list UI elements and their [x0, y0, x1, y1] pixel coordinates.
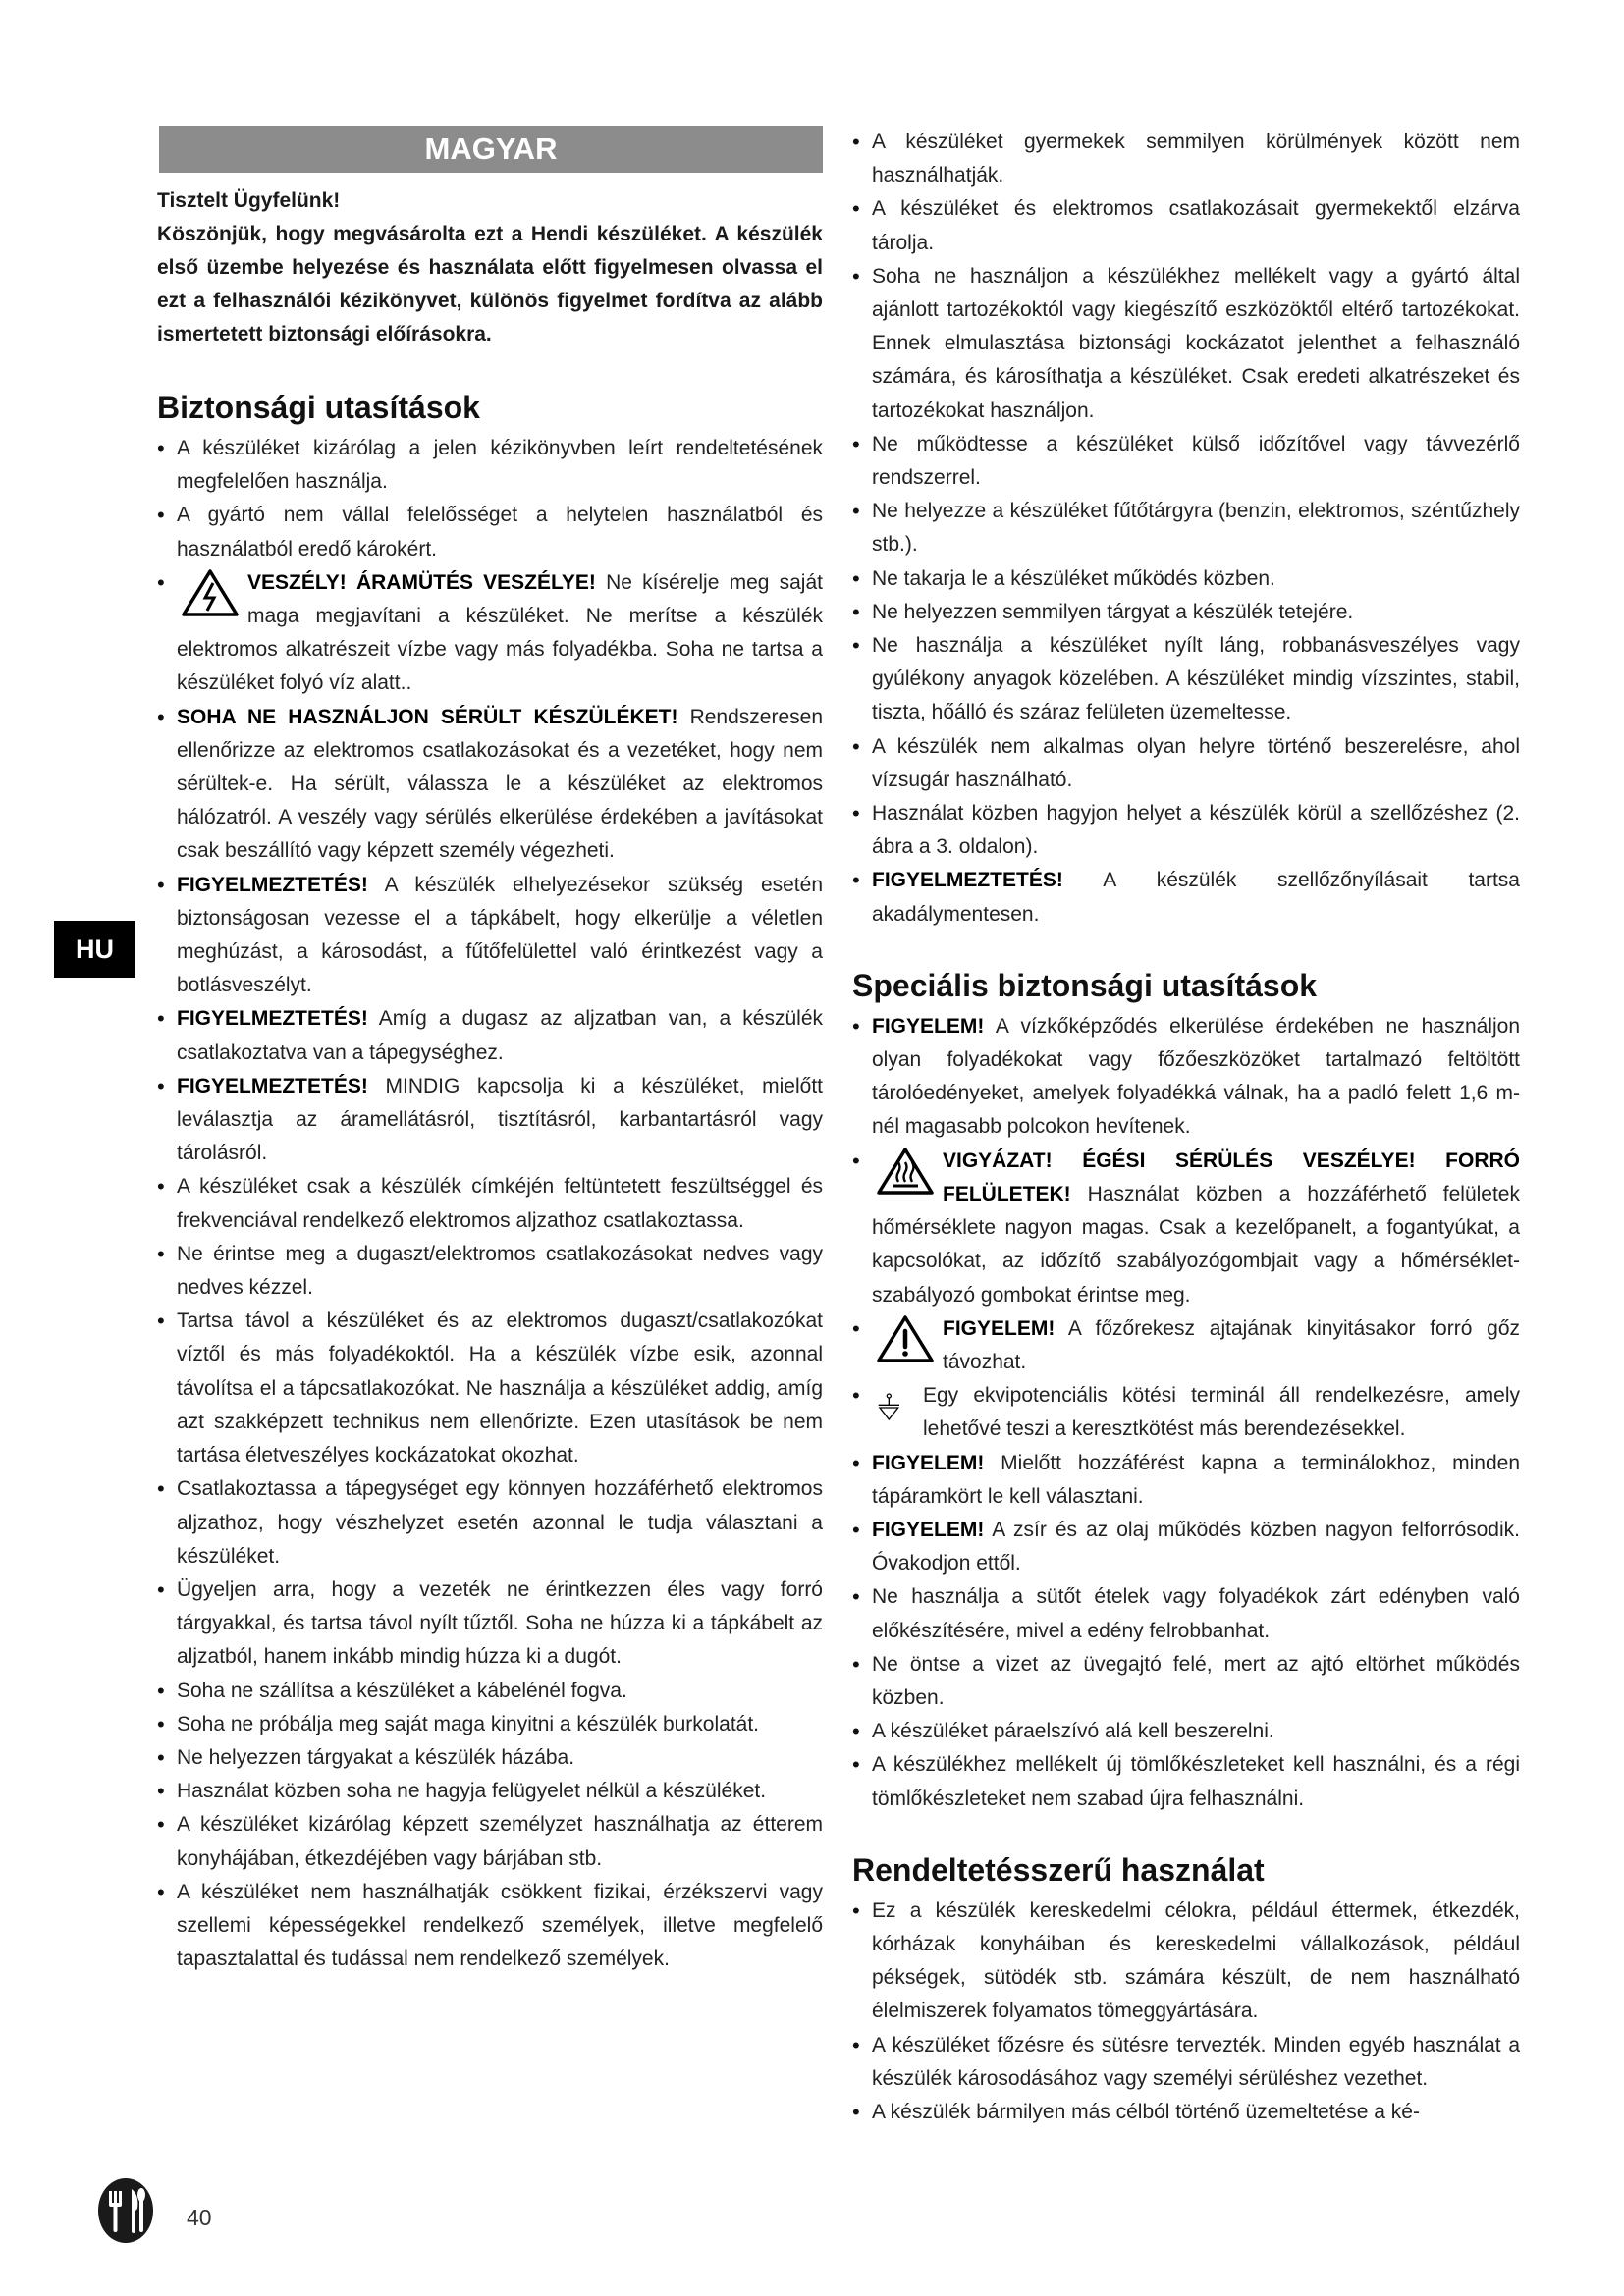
- list-item: • Használat közben soha ne hagyja felügyelet nélkül a készüléket.: [157, 1775, 823, 1808]
- list-item: • Soha ne próbálja meg saját maga kinyitni a készülék burkolatát.: [157, 1708, 823, 1741]
- list-item: • Használat közben hagyjon helyet a készülék körül a szellőzéshez (2. ábra a 3. oldalon).: [852, 797, 1520, 864]
- list-item: • FIGYELEM! Mielőtt hozzáférést kapna a terminálokhoz, minden tápáramkört le kell választani.: [852, 1447, 1520, 1514]
- special-safety-title: Speciális biztonsági utasítások: [852, 967, 1318, 1003]
- list-item: • A készülékhez mellékelt új tömlőkészleteket kell használni, és a régi tömlőkészleteket nem szabad újra felhasználni.: [852, 1748, 1520, 1815]
- list-item: • A készüléket csak a készülék címkéjén feltüntetett feszültséggel és frekvenciával rendelkező elektromos aljzathoz csatlakoztassa.: [157, 1170, 823, 1237]
- intro: [157, 185, 823, 351]
- list-item: • A gyártó nem vállal felelősséget a helytelen használatból és használatból eredő károkért.: [157, 499, 823, 565]
- list-item: • Soha ne szállítsa a készüléket a kábelénél fogva.: [157, 1675, 823, 1708]
- hot-surface-warning-icon: [876, 1147, 935, 1196]
- list-item: • FIGYELEM! A főzőrekesz ajtajának kinyitásakor forró gőz távozhat.: [852, 1312, 1520, 1379]
- intro-body: Köszönjük, hogy megvásárolta ezt a Hendi készüléket. A készülék első üzembe helyezése és használata előtt figyelmesen olvassa el ezt a felhasználói kézikönyvet, különös figyelmet fordítva az alább ismertetett biztonsági előírásokra.: [157, 223, 823, 346]
- list-item: • VESZÉLY! ÁRAMÜTÉS VESZÉLYE! Ne kísérelje meg saját maga megjavítani a készüléket. Ne merítse a készülék elektromos alkatrészeit vízbe vagy más folyadékba. Soha ne tartsa a készüléket folyó víz alatt..: [157, 566, 823, 701]
- list-item: • A készüléket és elektromos csatlakozásait gyermekektől elzárva tárolja.: [852, 192, 1520, 259]
- intro-greeting: Tisztelt Ügyfelünk!: [157, 189, 341, 212]
- list-item: • FIGYELEM! A zsír és az olaj működés közben nagyon felforrósodik. Óvakodjon ettől.: [852, 1514, 1520, 1580]
- list-item: • Ne működtesse a készüléket külső időzítővel vagy távvezérlő rendszerrel.: [852, 428, 1520, 495]
- list-item: • Ne használja a sütőt ételek vagy folyadékok zárt edényben való előkészítésére, mivel a edény felrobbanhat.: [852, 1580, 1520, 1647]
- list-item: • VIGYÁZAT! ÉGÉSI SÉRÜLÉS VESZÉLYE! FORRÓ FELÜLETEK! Használat közben a hozzáférhető felületek hőmérséklete nagyon magas. Csak a kezelőpanelt, a fogantyúkat, a kapcsolókat, az időzítő szabályozógombjait vagy a hőmérséklet-szabályozó gombokat érintse meg.: [852, 1145, 1520, 1312]
- list-item: • Ne helyezze a készüléket fűtőtárgyra (benzin, elektromos, széntűzhely stb.).: [852, 495, 1520, 561]
- list-item: • Ne helyezzen tárgyakat a készülék házába.: [157, 1741, 823, 1775]
- left-column: [157, 126, 823, 1976]
- list-item: • A készülék bármilyen más célból történő üzemeltetése a ké-: [852, 2096, 1520, 2129]
- equipotential-terminal-icon: [876, 1381, 915, 1430]
- language-banner: MAGYAR: [159, 126, 823, 173]
- list-item: • FIGYELEM! A vízkőképződés elkerülése érdekében ne használjon olyan folyadékokat vagy főzőeszközöket tartalmazó feltöltött tárolóedényeket, amelyek folyadékká válnak, ha a padló felett 1,6 m-nél magasabb polcokon hevítenek.: [852, 1010, 1520, 1145]
- list-item: • A készüléket kizárólag képzett személyzet használhatja az étterem konyhájában, étkezdéjében vagy bárjában stb.: [157, 1808, 823, 1875]
- list-item: • A készüléket páraelszívó alá kell beszerelni.: [852, 1715, 1520, 1748]
- list-item: • Ne öntse a vizet az üvegajtó felé, mert az ajtó eltörhet működés közben.: [852, 1648, 1520, 1715]
- safety-list-continued: [852, 126, 1520, 932]
- list-item: • Egy ekvipotenciális kötési terminál áll rendelkezésre, amely lehetővé teszi a keresztkötést más berendezésekkel.: [852, 1379, 1520, 1446]
- list-item: • FIGYELMEZTETÉS! A készülék szellőzőnyílásait tartsa akadálymentesen.: [852, 864, 1520, 931]
- list-item: • A készüléket kizárólag a jelen kézikönyvben leírt rendeltetésének megfelelően használja.: [157, 432, 823, 499]
- list-item: • Ne érintse meg a dugaszt/elektromos csatlakozásokat nedves vagy nedves kézzel.: [157, 1238, 823, 1305]
- list-item: • A készüléket főzésre és sütésre tervezték. Minden egyéb használat a készülék károsodásához vagy személyi sérüléshez vezethet.: [852, 2029, 1520, 2096]
- list-item: • Csatlakoztassa a tápegységet egy könnyen hozzáférhető elektromos aljzathoz, hogy vészhelyzet esetén azonnal le tudja választani a készüléket.: [157, 1472, 823, 1574]
- list-item: • FIGYELMEZTETÉS! Amíg a dugasz az aljzatban van, a készülék csatlakoztatva van a tápegységhez.: [157, 1002, 823, 1069]
- list-item: • A készüléket nem használhatják csökkent fizikai, érzékszervi vagy szellemi képességekkel rendelkező személyek, illetve megfelelő tapasztalattal és tudással nem rendelkező személyek.: [157, 1876, 823, 1977]
- language-tab: HU: [54, 921, 135, 978]
- cutlery-logo-icon: [96, 2177, 155, 2244]
- intended-use-list: [852, 1895, 1520, 2129]
- right-column: [852, 126, 1520, 2129]
- list-item: • A készülék nem alkalmas olyan helyre történő beszerelésre, ahol vízsugár használható.: [852, 730, 1520, 797]
- list-item: • Ne helyezzen semmilyen tárgyat a készülék tetejére.: [852, 596, 1520, 629]
- electric-shock-warning-icon: [181, 568, 240, 617]
- caution-warning-icon: [876, 1314, 935, 1363]
- special-safety-list: [852, 1010, 1520, 1816]
- safety-list: [157, 432, 823, 1976]
- list-item: • SOHA NE HASZNÁLJON SÉRÜLT KÉSZÜLÉKET! Rendszeresen ellenőrizze az elektromos csatlakozásokat és a vezetéket, hogy nem sérültek-e. Ha sérült, válassza le a készüléket az elektromos hálózatról. A veszély vagy sérülés elkerülése érdekében a javításokat csak beszállító vagy képzett személy végezheti.: [157, 701, 823, 869]
- intended-use-title: Rendeltetésszerű használat: [852, 1851, 1265, 1888]
- list-item: • FIGYELMEZTETÉS! MINDIG kapcsolja ki a készüléket, mielőtt leválasztja az áramellátásról, tisztításról, karbantartásról vagy tárolásról.: [157, 1070, 823, 1171]
- list-item: • Ne takarja le a készüléket működés közben.: [852, 562, 1520, 596]
- list-item: • Soha ne használjon a készülékhez mellékelt vagy a gyártó által ajánlott tartozékoktól vagy kiegészítő eszközöktől eltérő tartozékokat. Ennek elmulasztása biztonsági kockázatot jelenthet a felhasználó számára, és károsíthatja a készüléket. Csak eredeti alkatrészeket és tartozékokat használjon.: [852, 260, 1520, 428]
- page-number: 40: [187, 2205, 212, 2230]
- list-item: • FIGYELMEZTETÉS! A készülék elhelyezésekor szükség esetén biztonságosan vezesse el a tápkábelt, hogy elkerülje a véletlen meghúzást, a károsodást, a fűtőfelülettel való érintkezést vagy a botlásveszélyt.: [157, 869, 823, 1003]
- list-item: • Tartsa távol a készüléket és az elektromos dugaszt/csatlakozókat víztől és más folyadékoktól. Ha a készülék vízbe esik, azonnal távolítsa el a tápcsatlakozókat. Ne használja a készüléket addig, amíg azt szakképzett technikus nem ellenőrizte. Ezen utasítások be nem tartása életveszélyes kockázatokat okozhat.: [157, 1305, 823, 1472]
- list-item: • Ne használja a készüléket nyílt láng, robbanásveszélyes vagy gyúlékony anyagok közelében. A készüléket mindig vízszintes, stabil, tiszta, hőálló és száraz felületen üzemeltesse.: [852, 629, 1520, 730]
- list-item: • Ez a készülék kereskedelmi célokra, például éttermek, étkezdék, kórházak konyháiban és kereskedelmi vállalkozások, például pékségek, sütödék stb. számára készült, de nem használható élelmiszerek folyamatos tömeggyártására.: [852, 1895, 1520, 2029]
- safety-title: Biztonsági utasítások: [157, 390, 480, 425]
- list-item: • Ügyeljen arra, hogy a vezeték ne érintkezzen éles vagy forró tárgyakkal, és tartsa távol nyílt tűztől. Soha ne húzza ki a tápkábelt az aljzatból, hanem inkább mindig húzza ki a dugót.: [157, 1574, 823, 1675]
- list-item: • A készüléket gyermekek semmilyen körülmények között nem használhatják.: [852, 126, 1520, 192]
